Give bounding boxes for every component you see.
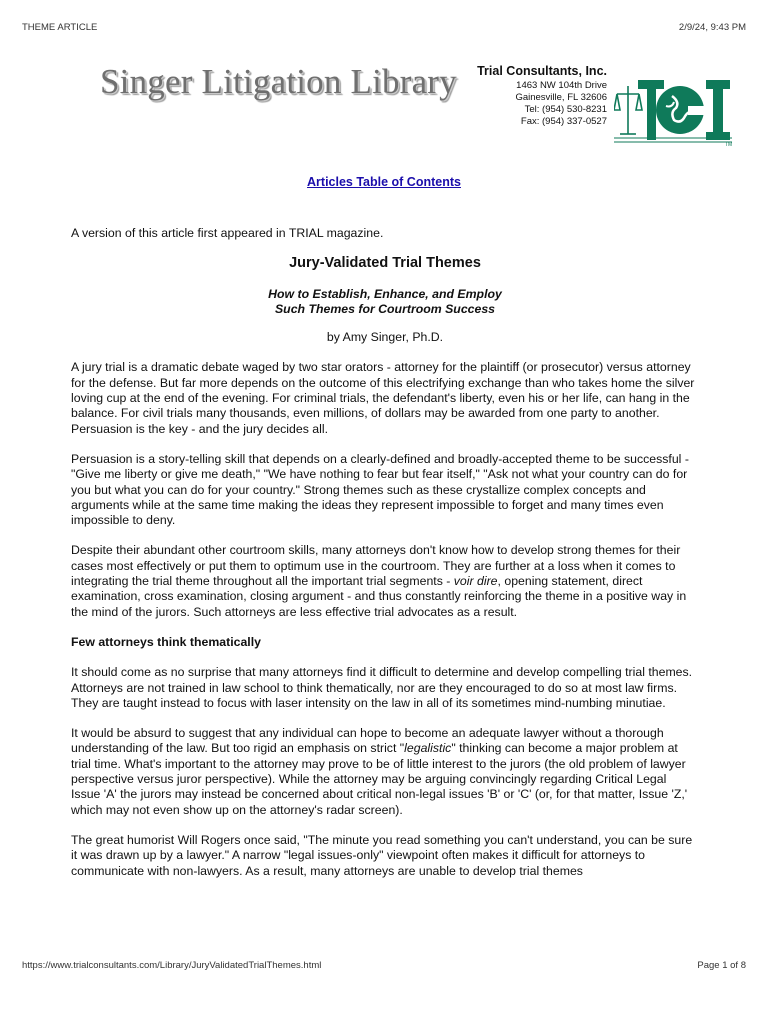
- print-footer: [22, 960, 746, 971]
- company-name: Trial Consultants, Inc.: [477, 64, 607, 78]
- page-url: https://www.trialconsultants.com/Library/JuryValidatedTrialThemes.html: [22, 960, 322, 971]
- section-heading: Few attorneys think thematically: [71, 634, 261, 649]
- paragraph-2: Persuasion is a story-telling skill that depends on a clearly-defined and broadly-accepted theme to be successful - "Give me liberty or give me death," "We have nothing to fear but fear itself," "Ask not what your country can do for you but what you can do for your country." Strong themes such as these crystallize complex concepts and arguments while at the same time making the ideas they represent impossible to forget and many times even impossible to deny.: [71, 451, 689, 528]
- article-body: [71, 226, 699, 894]
- print-header-title: THEME ARTICLE: [22, 22, 98, 33]
- paragraph-6: The great humorist Will Rogers once said, "The minute you read something you can't understand, you can be sure it was drawn up by a lawyer." A narrow "legal issues-only" viewpoint often makes it difficult for attorneys to communicate with non-lawyers. As a result, many attorneys are unable to develop trial themes: [71, 832, 693, 878]
- article-byline: by Amy Singer, Ph.D.: [326, 330, 444, 345]
- article-subtitle: [71, 287, 699, 318]
- articles-toc-link[interactable]: Articles Table of Contents: [307, 175, 461, 189]
- paragraph-5: [71, 726, 699, 818]
- paragraph-5-part-b: " thinking can become a major problem at trial time. What's important to the attorney may prove to be of little interest to the jurors (the old problem of lawyer perspective versus juror perspective). While the attorney may be arguing convincingly regarding Critical Legal Issue 'A' the jurors may instead be concerned about critical non-legal issues 'B' or 'C' (or, for that matter, Issue 'Z,' which may not even show up on the attorney's radar screen).: [71, 741, 688, 817]
- library-title: Singer Litigation Library: [100, 62, 457, 101]
- print-header-datetime: 2/9/24, 9:43 PM: [678, 22, 746, 33]
- article-intro: A version of this article first appeared in TRIAL magazine.: [71, 226, 384, 240]
- fax-number: Fax: (954) 337-0527: [520, 116, 607, 127]
- subtitle-line-1: How to Establish, Enhance, and Employ: [268, 286, 502, 301]
- company-info: [477, 64, 607, 128]
- paragraph-3-part-a: Despite their abundant other courtroom skills, many attorneys don't know how to develop strong themes for their cases most effectively or put them to optimum use in the courtroom. They are further at a loss when it comes to integrating the trial theme throughout all the important trial segments -: [71, 543, 681, 589]
- logo-trademark: TM: [725, 142, 733, 146]
- paragraph-3-part-b: , opening statement, direct examination, cross examination, closing argument - and thus constantly reinforcing the theme in a positive way in the mind of the jurors. Such attorneys are less effective trial advocates as a result.: [71, 574, 687, 619]
- address-line-1: 1463 NW 104th Drive: [516, 80, 607, 91]
- paragraph-3-emphasis: voir dire: [453, 574, 498, 589]
- print-header: [22, 22, 746, 33]
- address-line-2: Gainesville, FL 32606: [515, 92, 607, 103]
- phone-number: Tel: (954) 530-8231: [524, 104, 607, 115]
- paragraph-1: A jury trial is a dramatic debate waged by two star orators - attorney for the plaintiff (or prosecutor) versus attorney for the defense. But far more depends on the outcome of this electrifying exchange than who takes home the silver loving cup at the end of the evening. For criminal trials, the defendant's liberty, even his or her life, can hang in the balance. For civil trials many thousands, even millions, of dollars may be awarded from one party to another. Persuasion is the key - and the jury decides all.: [71, 360, 695, 436]
- paragraph-3: [71, 543, 699, 619]
- page-number: Page 1 of 8: [697, 960, 746, 971]
- paragraph-4: It should come as no surprise that many attorneys find it difficult to determine and develop compelling trial themes. Attorneys are not trained in law school to think thematically, nor are they encouraged to do so at most law firms. They are taught instead to focus with laser intensity on the law in all of its sometimes mind-numbing minutiae.: [71, 665, 693, 710]
- site-banner: [96, 58, 736, 148]
- tci-scales-globe-logo-icon: [614, 76, 736, 146]
- subtitle-line-2: Such Themes for Courtroom Success: [274, 301, 496, 316]
- paragraph-5-part-a: It would be absurd to suggest that any individual can hope to become an adequate lawyer without a thorough understanding of the law. But too rigid an emphasis on strict ": [71, 726, 664, 756]
- paragraph-5-emphasis: legalistic: [404, 741, 452, 756]
- article-title: Jury-Validated Trial Themes: [289, 255, 481, 272]
